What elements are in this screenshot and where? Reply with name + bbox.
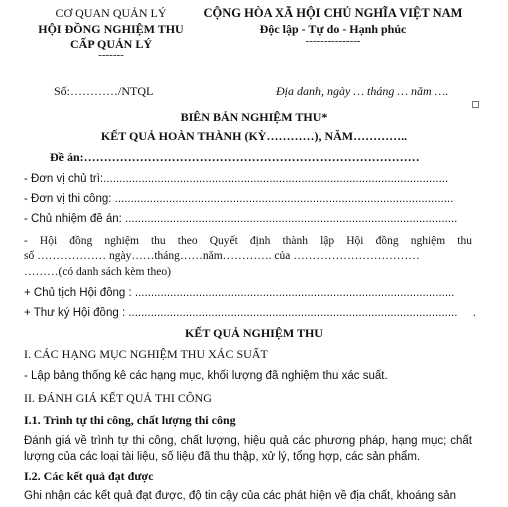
council-name: HỘI ĐỒNG NGHIỆM THU bbox=[38, 22, 184, 36]
subsection-2-heading: I.2. Các kết quả đạt được bbox=[24, 469, 154, 483]
place-date: Địa danh, ngày … tháng … năm …. bbox=[276, 84, 449, 98]
document-number: Số:…………/NTQL bbox=[54, 84, 154, 98]
project-lead-field: - Chủ nhiệm đề án: ........................................................................................................ bbox=[24, 213, 458, 225]
national-title: CỘNG HÒA XÃ HỘI CHỦ NGHĨA VIỆT NAM bbox=[203, 6, 463, 20]
agency-name: CƠ QUAN QUẢN LÝ bbox=[55, 6, 167, 20]
results-title: KẾT QUẢ NGHIỆM THU bbox=[185, 326, 323, 340]
section-2-heading: II. ĐÁNH GIÁ KẾT QUẢ THI CÔNG bbox=[24, 391, 212, 405]
council-level: CẤP QUẢN LÝ bbox=[69, 37, 152, 51]
subsection-1-heading: I.1. Trình tự thi công, chất lượng thi công bbox=[24, 413, 236, 427]
council-decision-details: số ……………… ngày……tháng……năm…………. của …………………………… bbox=[24, 250, 420, 262]
header-right-rule: --------------- bbox=[305, 35, 361, 47]
resize-handle[interactable] bbox=[472, 101, 479, 108]
national-motto: Độc lập - Tự do - Hạnh phúc bbox=[259, 22, 407, 36]
header-left-rule: ------- bbox=[98, 49, 124, 61]
implementing-unit-field: - Đơn vị chủ trì:............................................................................................................ bbox=[24, 173, 449, 185]
project-line: Đề án:………………………………………………………………………… bbox=[50, 150, 420, 164]
secretary-field-end: . bbox=[473, 307, 476, 319]
secretary-field: + Thư ký Hội đồng : ....................................................................................................... bbox=[24, 307, 458, 319]
council-decision-line: - Hội đồng nghiệm thu theo Quyết định thành lập Hội đồng nghiệm thu bbox=[24, 235, 472, 247]
report-subtitle: KẾT QUẢ HOÀN THÀNH (KỲ…………), NĂM………….. bbox=[100, 129, 408, 143]
council-member-list-note: ………(có danh sách kèm theo) bbox=[24, 266, 171, 278]
chairman-field: + Chủ tịch Hội đồng : .................................................................................................... bbox=[24, 287, 455, 299]
section-1-text: - Lập bảng thống kê các hạng mục, khối lượng đã nghiệm thu xác suất. bbox=[24, 370, 388, 382]
construction-unit-field: - Đơn vị thi công: .......................................................................................................... bbox=[24, 193, 454, 205]
section-1-heading: I. CÁC HẠNG MỤC NGHIỆM THU XÁC SUẤT bbox=[24, 347, 268, 361]
report-title: BIÊN BẢN NGHIỆM THU* bbox=[180, 110, 328, 124]
subsection-1-text: Đánh giá về trình tự thi công, chất lượng, hiệu quả các phương pháp, hạng mục; chất lượng của các loại tài liệu, số liệu đã thu thập, xử lý, tổng hợp, các sản phẩm. bbox=[24, 435, 472, 463]
subsection-2-text: Ghi nhận các kết quả đạt được, độ tin cậy của các phát hiện về địa chất, khoáng sản bbox=[24, 490, 457, 502]
